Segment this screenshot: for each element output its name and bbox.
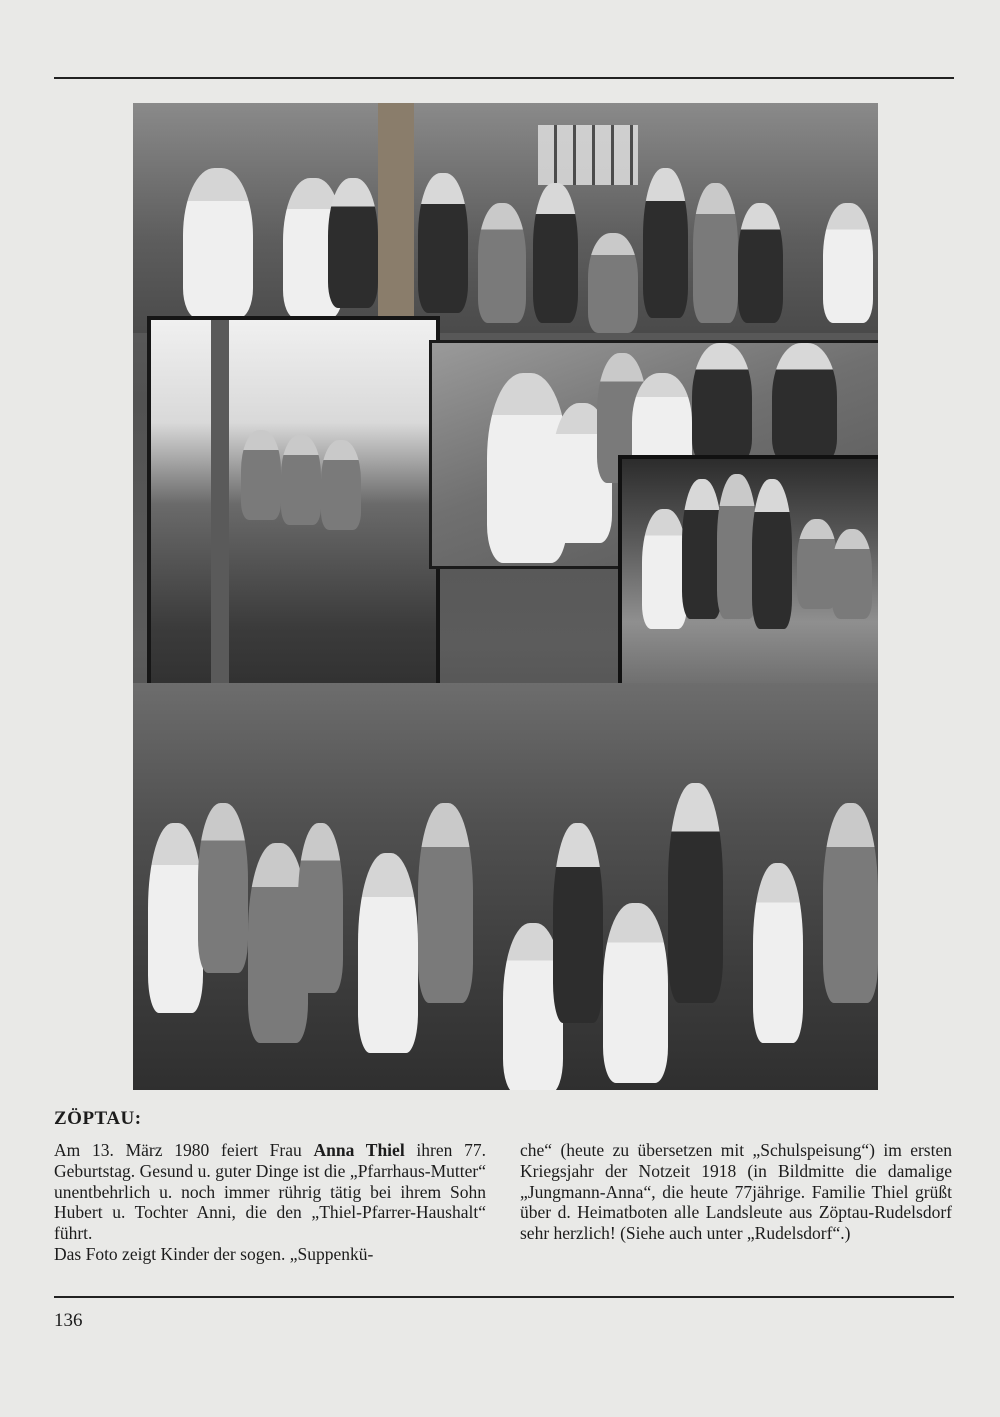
child-figure <box>358 853 418 1053</box>
child-figure <box>478 203 526 323</box>
child-figure <box>693 183 738 323</box>
article-paragraph-3: che“ (heute zu übersetzen mit „Schulspeisung“) im ersten Kriegsjahr der Notzeit 1918 (in Bildmitte die damalige „Jungmann-Anna“, die heute 77jährige. Familie Thiel grüßt über d. Heimatboten alle Landsleute aus Zöptau-Rudelsdorf sehr herzlich! (Siehe auch unter „Rudelsdorf“.) <box>520 1140 952 1244</box>
article-right-column <box>520 1140 952 1244</box>
top-rule <box>54 77 954 79</box>
child-figure <box>823 203 873 323</box>
child-figure <box>753 863 803 1043</box>
child-figure <box>797 519 837 609</box>
adult-figure <box>717 474 757 619</box>
barred-window <box>538 125 638 185</box>
page-number: 136 <box>54 1310 83 1331</box>
child-figure <box>183 168 253 318</box>
photo-top-children-at-fence <box>133 103 878 333</box>
child-figure <box>321 440 361 530</box>
article-left-column <box>54 1140 486 1265</box>
photo-right-group-at-tables <box>618 455 878 696</box>
child-figure <box>533 183 578 323</box>
child-figure <box>328 178 378 308</box>
child-figure <box>418 803 473 1003</box>
child-figure <box>692 343 752 463</box>
child-figure <box>643 168 688 318</box>
child-figure <box>832 529 872 619</box>
child-figure <box>603 903 668 1083</box>
child-figure <box>588 233 638 333</box>
child-figure <box>298 823 343 993</box>
person-name-anna-thiel: Anna Thiel <box>313 1140 405 1160</box>
article-paragraph-2: Das Foto zeigt Kinder der sogen. „Suppenkü- <box>54 1243 374 1264</box>
photo-left-children-at-table <box>147 316 440 734</box>
paragraph-1-intro: Am 13. März 1980 feiert Frau <box>54 1140 314 1160</box>
child-figure <box>553 823 603 1023</box>
photo-bottom-large-group-of-children <box>133 683 878 1090</box>
child-figure <box>418 173 468 313</box>
child-figure <box>281 435 321 525</box>
adult-figure <box>823 803 878 1003</box>
wooden-post <box>378 103 414 333</box>
child-figure <box>148 823 203 1013</box>
child-figure <box>738 203 783 323</box>
child-figure <box>772 343 837 463</box>
paragraph-1-body: ihren 77. Geburtstag. Gesund u. guter Dinge ist die „Pfarrhaus-Mutter“ unentbehrlich u. noch immer rührig tätig bei ihrem Sohn Hubert u. Tochter Anni, die den „Thiel-Pfarrer-Haushalt“ führt. <box>54 1140 487 1244</box>
wooden-post <box>211 320 229 730</box>
article-paragraph-1 <box>54 1140 486 1244</box>
child-figure <box>668 783 723 1003</box>
photo-collage <box>133 103 878 1090</box>
child-figure <box>198 803 248 973</box>
adult-figure <box>682 479 722 619</box>
article-title: ZÖPTAU: <box>54 1108 142 1129</box>
child-figure <box>241 430 281 520</box>
adult-figure <box>752 479 792 629</box>
bottom-rule <box>54 1296 954 1298</box>
child-figure <box>642 509 687 629</box>
